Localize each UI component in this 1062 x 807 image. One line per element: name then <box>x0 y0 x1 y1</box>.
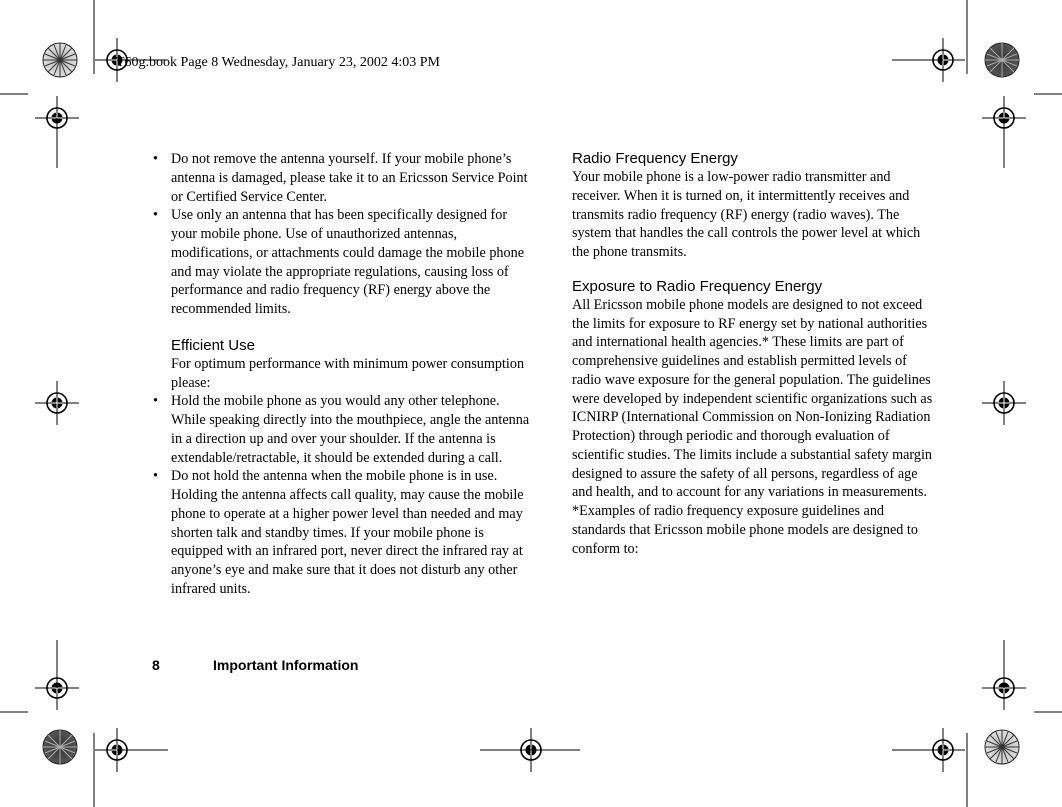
list-item <box>153 467 535 598</box>
left-column <box>153 150 535 599</box>
bullet-text: Do not remove the antenna yourself. If your mobile phone’s antenna is damaged, please take it to an Ericsson Service Point or Certified Service Center. <box>171 151 528 205</box>
book-header-line: T60g.book Page 8 Wednesday, January 23, 2002 4:03 PM <box>116 55 440 70</box>
bullet-icon: • <box>153 207 158 224</box>
bullet-text: Hold the mobile phone as you would any other telephone. While speaking directly into the mouthpiece, angle the antenna in a direction up and over your shoulder. If the antenna is extendable/retractable, it should be extended during a call. <box>171 393 530 466</box>
star-target-top-left <box>43 43 77 77</box>
rf-energy-heading: Radio Frequency Energy <box>572 150 738 167</box>
rf-energy-text: Your mobile phone is a low-power radio transmitter and receiver. When it is turned on, it intermittently receives and transmits radio frequency (RF) energy (radio waves). The system that handles the call controls the power level at which the phone transmits. <box>572 169 921 260</box>
bullet-text: Use only an antenna that has been specifically designed for your mobile phone. Use of unauthorized antennas, modifications, or attachments could damage the mobile phone and may violate the appropriate regulations, causing loss of performance and radio frequency (RF) energy above the recommended limits. <box>171 207 525 317</box>
star-target-bottom-right <box>985 730 1019 764</box>
star-target-top-right <box>985 43 1019 77</box>
bullet-text: Do not hold the antenna when the mobile phone is in use. Holding the antenna affects call quality, may cause the mobile phone to operate at a higher power level than needed and may shorten talk and standby times. If your mobile phone is equipped with an infrared port, never direct the infrared ray at anyone’s eye and make sure that it does not disturb any other infrared units. <box>171 468 524 597</box>
list-item <box>153 150 535 206</box>
star-target-bottom-left <box>43 730 77 764</box>
section-title: Important Information <box>213 657 359 673</box>
bullet-icon: • <box>153 151 158 167</box>
efficient-use-heading: Efficient Use <box>171 336 255 354</box>
registration-mark-right-middle <box>982 381 1026 425</box>
list-item <box>153 206 535 319</box>
rf-exposure-text: All Ericsson mobile phone models are designed to not exceed the limits for exposure to RF energy set by national authorities and international health agencies.* These limits are part of comprehensive guidelines and establish permitted levels of radio wave exposure for the general population. The guidelines were developed by independent scientific organizations such as ICNIRP (International Commission on Non-Ionizing Radiation Protection) through periodic and thorough evaluation of scientific studies. The limits include a substantial safety margin designed to assure the safety of all persons, regardless of age and health, and to account for any variations in measurements. <box>572 296 933 501</box>
list-item <box>153 392 535 467</box>
bullet-icon: • <box>153 393 158 410</box>
page-number: 8 <box>152 657 160 673</box>
efficient-use-intro: For optimum performance with minimum power consumption please: <box>171 355 525 391</box>
registration-mark-left-middle <box>35 381 79 425</box>
rf-exposure-heading: Exposure to Radio Frequency Energy <box>572 277 823 295</box>
right-column <box>572 150 938 558</box>
rf-examples-text: *Examples of radio frequency exposure guidelines and standards that Ericsson mobile phone models are designed to conform to: <box>572 503 918 557</box>
bullet-icon: • <box>153 468 158 485</box>
